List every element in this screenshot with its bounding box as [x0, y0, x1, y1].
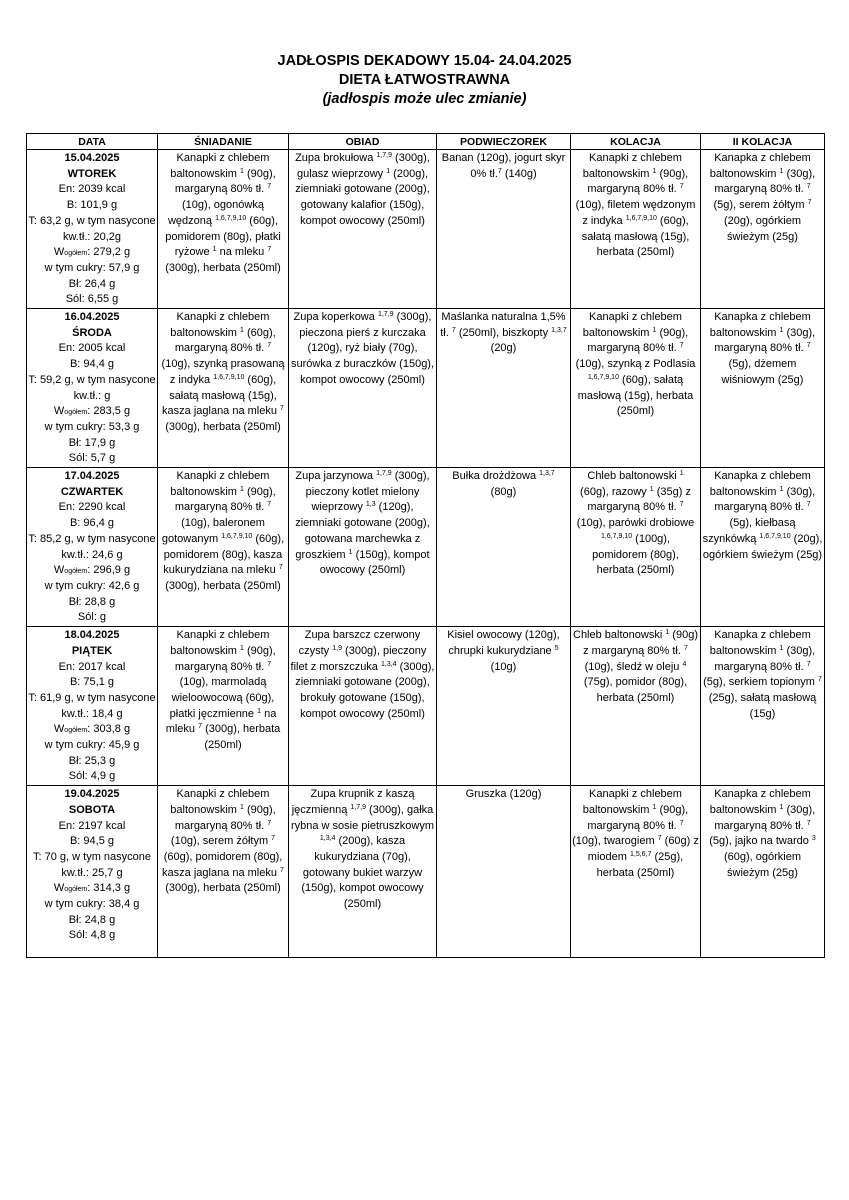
lunch-cell: Zupa jarzynowa $^{1,7,9}$ (300g), pieczony kotlet mielony wieprzowy $^{1,3}$ (120g), ziemniaki gotowane (200g), gotowana marchewka z groszkiem $^1$ (150g), kompot owocowy (250ml) [289, 468, 437, 627]
sugar-value: w tym cukry: 53,3 g [44, 420, 140, 433]
fat-value: T: 59,2 g, w tym nasycone kw.tł.: g [28, 373, 156, 402]
carbs-subscript: ogółem [64, 409, 88, 417]
column-header-second-dinner: II KOLACJA [701, 134, 825, 150]
carbs-amount: : 303,8 g [87, 723, 131, 736]
protein-value: B: 101,9 g [66, 199, 118, 212]
sugar-value: w tym cukry: 38,4 g [44, 898, 140, 911]
day-date: 17.04.2025 [64, 470, 120, 483]
dinner-cell: Kanapki z chlebem baltonowskim $^1$ (90g), margaryną 80% tł. $^7$ (10g), filetem wędzonym z indyka $^{1,6,7,9,10}$ (60g), sałatą masłową (15g), herbata (250ml) [571, 150, 701, 309]
day-name: CZWARTEK [60, 485, 124, 498]
energy-value: En: 2005 kcal [58, 342, 126, 355]
second-dinner-cell: Kanapka z chlebem baltonowskim $^1$ (30g), margaryną 80% tł. $^7$ (5g), dżemem wiśniowym (25g) [701, 309, 825, 468]
document-title: JADŁOSPIS DEKADOWY 15.04- 24.04.2025 [277, 53, 572, 69]
energy-value: En: 2017 kcal [58, 660, 126, 673]
fiber-value: Bł: 24,8 g [68, 913, 116, 926]
carbs-value [28, 404, 156, 420]
fiber-value: Bł: 17,9 g [68, 436, 116, 449]
diet-name: DIETA ŁATWOSTRAWNA [338, 72, 511, 88]
document-header [0, 52, 849, 109]
day-info-cell [27, 468, 158, 627]
fiber-value: Bł: 25,3 g [68, 754, 116, 767]
table-row [27, 627, 825, 786]
snack-cell: Bułka drożdżowa $^{1,3,7}$ (80g) [437, 468, 571, 627]
fiber-value: Bł: 26,4 g [68, 277, 116, 290]
carbs-subscript: ogółem [64, 727, 88, 735]
fat-value: T: 85,2 g, w tym nasycone kw.tł.: 24,6 g [28, 532, 156, 561]
fat-value: T: 63,2 g, w tym nasycone kw.tł.: 20,2g [28, 214, 156, 243]
day-date: 15.04.2025 [64, 152, 120, 164]
second-dinner-cell: Kanapka z chlebem baltonowskim $^1$ (30g), margaryną 80% tł. $^7$ (5g), serkiem topionym $^7$ (25g), sałatą masłową (15g) [701, 627, 825, 786]
second-dinner-cell: Kanapka z chlebem baltonowskim $^1$ (30g), margaryną 80% tł. $^7$ (5g), serem żółtym $^7$ (20g), ogórkiem świeżym (25g) [701, 150, 825, 309]
menu-table [26, 133, 825, 958]
breakfast-cell: Kanapki z chlebem baltonowskim $^1$ (60g), margaryną 80% tł. $^7$ (10g), szynką prasowaną z indyka $^{1,6,7,9,10}$ (60g), sałatą masłową (15g), kasza jaglana na mleku $^7$ (300g), herbata (250ml) [158, 309, 289, 468]
table-header-row [27, 134, 825, 150]
column-header-dinner: KOLACJA [571, 134, 701, 150]
fiber-value: Bł: 28,8 g [68, 595, 116, 608]
table-row [27, 786, 825, 958]
day-info-cell [27, 786, 158, 958]
dinner-cell: Chleb baltonowski $^1$ (90g) z margaryną 80% tł. $^7$ (10g), śledź w oleju $^4$ (75g), pomidor (80g), herbata (250ml) [571, 627, 701, 786]
carbs-value [28, 881, 156, 897]
salt-value: Sól: 5,7 g [68, 452, 116, 465]
breakfast-cell: Kanapki z chlebem baltonowskim $^1$ (90g), margaryną 80% tł. $^7$ (10g), ogonówką wędzoną $^{1,6,7,9,10}$ (60g), pomidorem (80g), płatki ryżowe $^1$ na mleku $^7$ (300g), herbata (250ml) [158, 150, 289, 309]
snack-cell: Kisiel owocowy (120g), chrupki kukurydziane $^5$ (10g) [437, 627, 571, 786]
carbs-subscript: ogółem [64, 250, 88, 258]
carbs-value [28, 722, 156, 738]
second-dinner-cell: Kanapka z chlebem baltonowskim $^1$ (30g), margaryną 80% tł. $^7$ (5g), jajko na twardo $^3$ (60g), ogórkiem świeżym (25g) [701, 786, 825, 958]
lunch-cell: Zupa barszcz czerwony czysty $^{1,9}$ (300g), pieczony filet z morszczuka $^{1,3,4}$ (300g), ziemniaki gotowane (200g), brokuły gotowane (150g), kompot owocowy (250ml) [289, 627, 437, 786]
table-row [27, 468, 825, 627]
carbs-amount: : 283,5 g [87, 405, 131, 418]
breakfast-cell: Kanapki z chlebem baltonowskim $^1$ (90g), margaryną 80% tł. $^7$ (10g), marmoladą wieloowocową (60g), płatki jęczmienne $^1$ na mleku $^7$ (300g), herbata (250ml) [158, 627, 289, 786]
sugar-value: w tym cukry: 57,9 g [44, 261, 140, 274]
protein-value: B: 94,5 g [69, 835, 115, 848]
carbs-subscript: ogółem [64, 568, 88, 576]
carbs-amount: : 314,3 g [87, 882, 131, 895]
column-header-breakfast: ŚNIADANIE [158, 134, 289, 150]
fat-value: T: 70 g, w tym nasycone kw.tł.: 25,7 g [33, 850, 151, 879]
salt-value: Sól: 6,55 g [65, 293, 119, 306]
carbs-amount: : 279,2 g [87, 246, 131, 259]
day-name: WTOREK [67, 167, 117, 180]
day-date: 18.04.2025 [64, 629, 120, 642]
carbs-value [28, 563, 156, 579]
day-date: 16.04.2025 [64, 311, 120, 324]
energy-value: En: 2039 kcal [58, 183, 126, 196]
carbs-prefix: W [53, 246, 65, 259]
energy-value: En: 2197 kcal [58, 819, 126, 832]
lunch-cell: Zupa krupnik z kaszą jęczmienną $^{1,7,9}$ (300g), gałka rybna w sosie pietruszkowym $^{1,3,4}$ (200g), kasza kukurydziana (70g), gotowany bukiet warzyw (150g), kompot owocowy (250ml) [289, 786, 437, 958]
column-header-snack: PODWIECZOREK [437, 134, 571, 150]
salt-value: Sól: 4,8 g [68, 929, 116, 942]
carbs-amount: : 296,9 g [87, 564, 131, 577]
day-name: PIĄTEK [71, 644, 113, 657]
snack-cell: Gruszka (120g) [437, 786, 571, 958]
day-date: 19.04.2025 [64, 788, 120, 801]
dinner-cell: Kanapki z chlebem baltonowskim $^1$ (90g), margaryną 80% tł. $^7$ (10g), szynką z Podlasia $^{1,6,7,9,10}$ (60g), sałatą masłową (15g), herbata (250ml) [571, 309, 701, 468]
dinner-cell: Kanapki z chlebem baltonowskim $^1$ (90g), margaryną 80% tł. $^7$ (10g), twarogiem $^7$ (60g) z miodem $^{1,5,6,7}$ (25g), herbata (250ml) [571, 786, 701, 958]
carbs-prefix: W [53, 882, 65, 895]
breakfast-cell: Kanapki z chlebem baltonowskim $^1$ (90g), margaryną 80% tł. $^7$ (10g), serem żółtym $^7$ (60g), pomidorem (80g), kasza jaglana na mleku $^7$ (300g), herbata (250ml) [158, 786, 289, 958]
sugar-value: w tym cukry: 45,9 g [44, 739, 140, 752]
carbs-prefix: W [53, 723, 65, 736]
day-name: SOBOTA [68, 803, 116, 816]
carbs-subscript: ogółem [64, 886, 88, 894]
carbs-value [28, 245, 156, 261]
salt-value: Sól: 4,9 g [68, 770, 116, 783]
lunch-cell: Zupa koperkowa $^{1,7,9}$ (300g), pieczona pierś z kurczaka (120g), ryż biały (70g), surówka z buraczków (150g), kompot owocowy (250ml) [289, 309, 437, 468]
table-row [27, 150, 825, 309]
snack-cell: Banan (120g), jogurt skyr 0% tł.$^7$ (140g) [437, 150, 571, 309]
column-header-lunch: OBIAD [289, 134, 437, 150]
second-dinner-cell: Kanapka z chlebem baltonowskim $^1$ (30g), margaryną 80% tł. $^7$ (5g), kiełbasą szynkówką $^{1,6,7,9,10}$ (20g), ogórkiem świeżym (25g) [701, 468, 825, 627]
day-info-cell [27, 627, 158, 786]
column-header-date: DATA [27, 134, 158, 150]
fat-value: T: 61,9 g, w tym nasycone kw.tł.: 18,4 g [28, 691, 156, 720]
breakfast-cell: Kanapki z chlebem baltonowskim $^1$ (90g), margaryną 80% tł. $^7$ (10g), baleronem gotowanym $^{1,6,7,9,10}$ (60g), pomidorem (80g), kasza kukurydziana na mleku $^7$ (300g), herbata (250ml) [158, 468, 289, 627]
sugar-value: w tym cukry: 42,6 g [44, 579, 140, 592]
lunch-cell: Zupa brokułowa $^{1,7,9}$ (300g), gulasz wieprzowy $^1$ (200g), ziemniaki gotowane (200g), gotowany kalafior (150g), kompot owocowy (250ml) [289, 150, 437, 309]
table-row [27, 309, 825, 468]
energy-value: En: 2290 kcal [58, 501, 126, 514]
menu-note: (jadłospis może ulec zmianie) [322, 91, 527, 107]
carbs-prefix: W [53, 564, 65, 577]
snack-cell: Maślanka naturalna 1,5% tł. $^7$ (250ml), biszkopty $^{1,3,7}$ (20g) [437, 309, 571, 468]
protein-value: B: 96,4 g [69, 517, 115, 530]
protein-value: B: 75,1 g [69, 676, 115, 689]
day-info-cell [27, 150, 158, 309]
salt-value: Sól: g [77, 611, 107, 624]
day-info-cell [27, 309, 158, 468]
day-name: ŚRODA [72, 326, 112, 339]
protein-value: B: 94,4 g [69, 358, 115, 371]
dinner-cell: Chleb baltonowski $^1$ (60g), razowy $^1$ (35g) z margaryną 80% tł. $^7$ (10g), parówki drobiowe $^{1,6,7,9,10}$ (100g), pomidorem (80g), herbata (250ml) [571, 468, 701, 627]
carbs-prefix: W [53, 405, 65, 418]
